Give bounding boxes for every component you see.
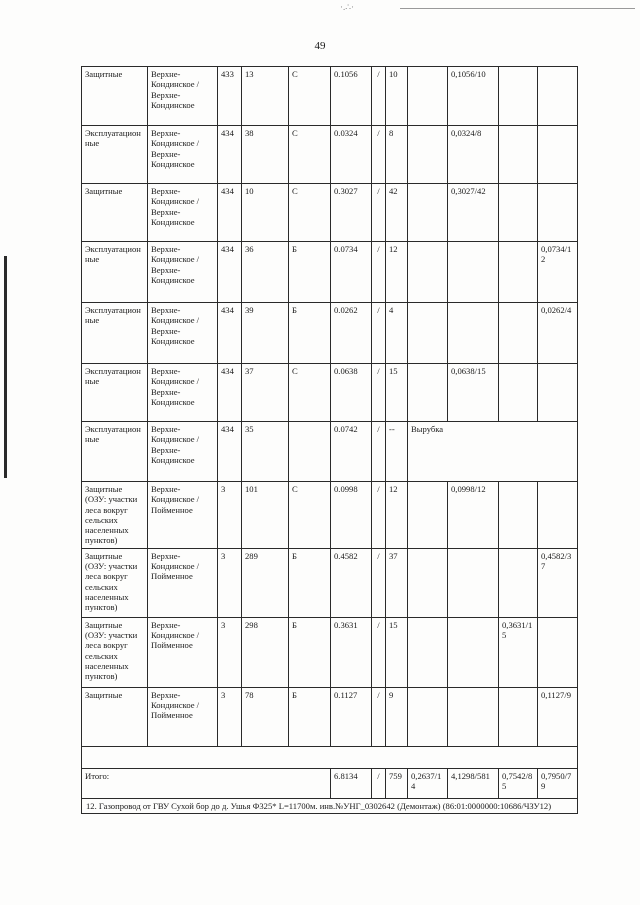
table-cell bbox=[408, 126, 448, 184]
table-cell: 0,4582/37 bbox=[538, 548, 578, 617]
table-cell bbox=[448, 687, 499, 746]
table-cell bbox=[448, 242, 499, 303]
table-cell bbox=[499, 67, 538, 126]
table-cell: Б bbox=[289, 303, 331, 364]
table-cell: С bbox=[289, 364, 331, 422]
table-cell: 0.0742 bbox=[331, 422, 372, 482]
table-row bbox=[82, 67, 578, 126]
table-row bbox=[82, 422, 578, 482]
section-heading-row bbox=[82, 798, 578, 814]
table-cell: 6.8134 bbox=[331, 768, 372, 798]
table-cell: / bbox=[372, 242, 386, 303]
table-cell: Защитные bbox=[82, 67, 148, 126]
table-row bbox=[82, 617, 578, 687]
table-cell: / bbox=[372, 617, 386, 687]
table-row bbox=[82, 184, 578, 242]
table-cell bbox=[408, 482, 448, 549]
table-cell: 0,1056/10 bbox=[448, 67, 499, 126]
table-cell: 12 bbox=[386, 482, 408, 549]
table-cell: Верхне-Кондинское / Верхне-Кондинское bbox=[148, 67, 218, 126]
table-cell: 0.0998 bbox=[331, 482, 372, 549]
table-cell: 36 bbox=[242, 242, 289, 303]
table-cell: 0,0262/4 bbox=[538, 303, 578, 364]
table-cell: 0,0638/15 bbox=[448, 364, 499, 422]
table-cell: 0.1127 bbox=[331, 687, 372, 746]
table-cell: 0.0638 bbox=[331, 364, 372, 422]
table-cell bbox=[499, 548, 538, 617]
table-cell: 3 bbox=[218, 687, 242, 746]
table-cell: Защитные (ОЗУ: участки леса вокруг сельских населенных пунктов) bbox=[82, 617, 148, 687]
table-cell: Верхне-Кондинское / Верхне-Кондинское bbox=[148, 303, 218, 364]
table-cell bbox=[408, 548, 448, 617]
table-cell bbox=[499, 126, 538, 184]
table-cell: 42 bbox=[386, 184, 408, 242]
table-row bbox=[82, 303, 578, 364]
table-cell: 0,1127/9 bbox=[538, 687, 578, 746]
table-cell bbox=[538, 364, 578, 422]
table-cell: / bbox=[372, 422, 386, 482]
table-cell: Верхне-Кондинское / Верхне-Кондинское bbox=[148, 364, 218, 422]
table-cell: 434 bbox=[218, 242, 242, 303]
table-cell: 78 bbox=[242, 687, 289, 746]
table-cell: Верхне-Кондинское / Пойменное bbox=[148, 617, 218, 687]
table-row bbox=[82, 126, 578, 184]
table-cell: 10 bbox=[386, 67, 408, 126]
table-cell: 0,0734/12 bbox=[538, 242, 578, 303]
table-cell: Верхне-Кондинское / Верхне-Кондинское bbox=[148, 184, 218, 242]
table-cell: 37 bbox=[386, 548, 408, 617]
table-cell: 289 bbox=[242, 548, 289, 617]
table-cell bbox=[499, 364, 538, 422]
table-cell: Верхне-Кондинское / Пойменное bbox=[148, 687, 218, 746]
table-cell: / bbox=[372, 687, 386, 746]
table-cell: Эксплуатационные bbox=[82, 422, 148, 482]
table-cell bbox=[499, 482, 538, 549]
table-row-total bbox=[82, 768, 578, 798]
scan-top-rule bbox=[400, 8, 635, 9]
table-cell: 759 bbox=[386, 768, 408, 798]
table-cell: 35 bbox=[242, 422, 289, 482]
table-cell: С bbox=[289, 184, 331, 242]
table-row-spacer bbox=[82, 746, 578, 768]
table-cell: 0.3027 bbox=[331, 184, 372, 242]
table-cell: Б bbox=[289, 242, 331, 303]
table-cell: Защитные (ОЗУ: участки леса вокруг сельских населенных пунктов) bbox=[82, 548, 148, 617]
table-cell: 8 bbox=[386, 126, 408, 184]
table-cell: / bbox=[372, 548, 386, 617]
table-cell: Защитные bbox=[82, 687, 148, 746]
table-cell: / bbox=[372, 482, 386, 549]
table-cell bbox=[538, 482, 578, 549]
table-cell: Верхне-Кондинское / Верхне-Кондинское bbox=[148, 242, 218, 303]
table-cell bbox=[408, 687, 448, 746]
table-cell: 12 bbox=[386, 242, 408, 303]
table-cell: 39 bbox=[242, 303, 289, 364]
table-cell: 434 bbox=[218, 126, 242, 184]
table-cell bbox=[448, 548, 499, 617]
table-cell: 0.1056 bbox=[331, 67, 372, 126]
table-cell bbox=[408, 242, 448, 303]
table-cell bbox=[499, 303, 538, 364]
table-cell: 0,3027/42 bbox=[448, 184, 499, 242]
table-cell: С bbox=[289, 67, 331, 126]
table-cell bbox=[408, 617, 448, 687]
table-cell: Защитные (ОЗУ: участки леса вокруг сельских населенных пунктов) bbox=[82, 482, 148, 549]
table-cell: 12. Газопровод от ГВУ Сухой бор до д. Ушья Ф325* L=11700м. инв.№УНГ_0302642 (Демонтаж) (86:01:0000000:10686/ЧЗУ12) bbox=[82, 798, 578, 814]
table-row bbox=[82, 687, 578, 746]
table-cell: Эксплуатационные bbox=[82, 126, 148, 184]
table-cell: 101 bbox=[242, 482, 289, 549]
table-cell: 298 bbox=[242, 617, 289, 687]
table-cell: 3 bbox=[218, 548, 242, 617]
table-cell: 15 bbox=[386, 617, 408, 687]
table-cell: Верхне-Кондинское / Верхне-Кондинское bbox=[148, 126, 218, 184]
table-cell: 0,2637/14 bbox=[408, 768, 448, 798]
table-cell bbox=[448, 617, 499, 687]
table-cell bbox=[538, 126, 578, 184]
table-cell bbox=[408, 303, 448, 364]
table-cell: 10 bbox=[242, 184, 289, 242]
table-cell: 0,0998/12 bbox=[448, 482, 499, 549]
table-cell: 0.4582 bbox=[331, 548, 372, 617]
table-cell: 37 bbox=[242, 364, 289, 422]
scan-artifact: ·.∴· bbox=[340, 2, 354, 12]
table-cell: -- bbox=[386, 422, 408, 482]
table-cell: 0.3631 bbox=[331, 617, 372, 687]
scan-margin-bar bbox=[4, 256, 7, 478]
table-cell: Б bbox=[289, 617, 331, 687]
table-cell: С bbox=[289, 126, 331, 184]
table-cell bbox=[538, 184, 578, 242]
table-cell: 4 bbox=[386, 303, 408, 364]
table-row bbox=[82, 482, 578, 549]
table-cell: / bbox=[372, 303, 386, 364]
table-cell: 0.0324 bbox=[331, 126, 372, 184]
table-cell: 0.0262 bbox=[331, 303, 372, 364]
table-cell: 434 bbox=[218, 422, 242, 482]
table-cell: 0,7950/79 bbox=[538, 768, 578, 798]
table-cell: С bbox=[289, 482, 331, 549]
table-row bbox=[82, 364, 578, 422]
table-cell: Верхне-Кондинское / Пойменное bbox=[148, 482, 218, 549]
table-cell: 434 bbox=[218, 184, 242, 242]
table-cell: 433 bbox=[218, 67, 242, 126]
table-cell bbox=[499, 687, 538, 746]
table-row bbox=[82, 242, 578, 303]
table-cell: Эксплуатационные bbox=[82, 303, 148, 364]
table-cell: 4,1298/581 bbox=[448, 768, 499, 798]
table-cell: 13 bbox=[242, 67, 289, 126]
table-cell bbox=[289, 422, 331, 482]
table-cell: / bbox=[372, 67, 386, 126]
table-cell bbox=[499, 242, 538, 303]
table-row bbox=[82, 548, 578, 617]
table-cell: Эксплуатационные bbox=[82, 242, 148, 303]
table-cell bbox=[408, 364, 448, 422]
table-cell: Верхне-Кондинское / Пойменное bbox=[148, 548, 218, 617]
table-cell: 15 bbox=[386, 364, 408, 422]
table-cell: 0.0734 bbox=[331, 242, 372, 303]
table-cell: Вырубка bbox=[408, 422, 578, 482]
table-cell: Защитные bbox=[82, 184, 148, 242]
table-cell bbox=[499, 184, 538, 242]
table-cell: Верхне-Кондинское / Верхне-Кондинское bbox=[148, 422, 218, 482]
table-cell bbox=[448, 303, 499, 364]
table-cell: Эксплуатационные bbox=[82, 364, 148, 422]
table-cell: 9 bbox=[386, 687, 408, 746]
table-cell: 0,0324/8 bbox=[448, 126, 499, 184]
table-cell: 0,3631/15 bbox=[499, 617, 538, 687]
table-cell: / bbox=[372, 184, 386, 242]
table-cell bbox=[408, 184, 448, 242]
table-cell bbox=[82, 746, 578, 768]
table-cell: / bbox=[372, 768, 386, 798]
table-cell: Б bbox=[289, 548, 331, 617]
table-cell: Итого: bbox=[82, 768, 331, 798]
table-cell: 434 bbox=[218, 364, 242, 422]
page-number: 49 bbox=[314, 40, 326, 52]
table-cell bbox=[408, 67, 448, 126]
table-cell: Б bbox=[289, 687, 331, 746]
table-cell: 3 bbox=[218, 617, 242, 687]
table-cell bbox=[538, 617, 578, 687]
forest-plots-table bbox=[81, 66, 578, 814]
table-cell: / bbox=[372, 126, 386, 184]
table-cell: / bbox=[372, 364, 386, 422]
table-cell: 434 bbox=[218, 303, 242, 364]
table-cell: 0,7542/85 bbox=[499, 768, 538, 798]
table-cell bbox=[538, 67, 578, 126]
table-cell: 3 bbox=[218, 482, 242, 549]
table-cell: 38 bbox=[242, 126, 289, 184]
